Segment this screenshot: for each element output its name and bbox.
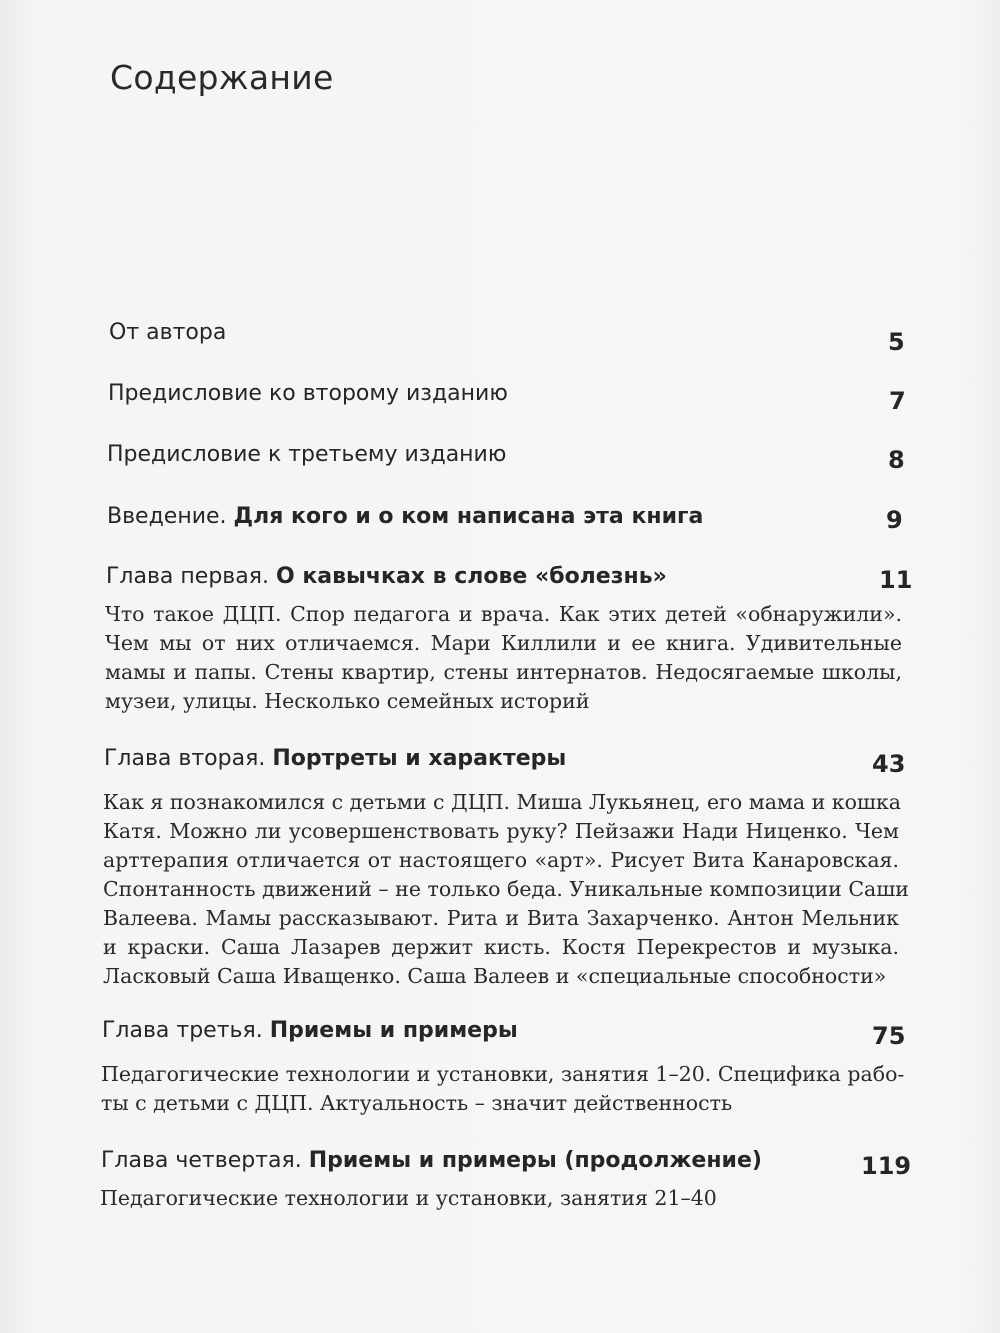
toc-entry-page: 75 [872,1022,906,1050]
toc-entry-label: От автора [109,320,227,345]
toc-entry-title: Приемы и примеры (продолжение) [308,1148,762,1173]
toc-entry-heading [107,442,506,467]
description-line: Как я познакомился с детьми с ДЦП. Миша Лукьянец, его мама и кошка [103,790,902,814]
toc-entry-page: 119 [861,1152,912,1180]
toc-entry-page: 5 [888,328,905,356]
description-line: ты с детьми с ДЦП. Актуальность – значит действенность [101,1091,733,1115]
toc-entry-heading [107,504,703,529]
description-line: Что такое ДЦП. Спор педагога и врача. Как этих детей «обнаружили». [105,602,902,626]
toc-entry-page: 8 [888,446,905,474]
toc-entry-label: Глава вторая. [104,746,273,771]
toc-entry-heading [101,1148,762,1173]
toc-entry-page: 11 [879,566,913,594]
toc-entry-title: Приемы и примеры [269,1018,518,1043]
toc-entry-heading [108,381,508,406]
toc-entry-description [101,1060,905,1118]
description-line: Педагогические технологии и установки, занятия 1–20. Специфика рабо- [101,1062,905,1086]
toc-entry-label: Предисловие ко второму изданию [108,381,508,406]
toc-entry-title: О кавычках в слове «болезнь» [275,564,667,589]
description-line: Валеева. Мамы рассказывают. Рита и Вита Захарченко. Антон Мельник [103,906,899,930]
toc-entry-title: Портреты и характеры [272,746,567,771]
toc-entry-page: 9 [886,506,903,534]
description-line: Чем мы от них отличаемся. Мари Киллили и ее книга. Удивительные [105,631,902,655]
description-line: Спонтанность движений – не только беда. Уникальные композиции Саши [103,877,909,901]
toc-entry-heading [106,564,667,589]
description-line: мамы и папы. Стены квартир, стены интернатов. Недосягаемые школы, [105,660,902,684]
toc-entry-heading [102,1018,518,1043]
toc-entry-description [100,1184,896,1213]
toc-entry-heading [109,320,226,345]
toc-entry-label: Предисловие к третьему изданию [107,442,507,467]
toc-entry-label: Глава третья. [102,1018,270,1043]
toc-entry-label: Глава четвертая. [101,1148,309,1173]
toc-entry-label: Глава первая. [106,564,276,589]
description-line: Ласковый Саша Иващенко. Саша Валеев и «специальные способности» [103,964,887,988]
toc-entry-heading [104,746,566,771]
description-line: Катя. Можно ли усовершенствовать руку? Пейзажи Нади Ниценко. Чем [103,819,899,843]
description-line: и краски. Саша Лазарев держит кисть. Костя Перекрестов и музыка. [103,935,899,959]
description-line: Педагогические технологии и установки, занятия 21–40 [100,1186,717,1210]
toc-entry-page: 43 [872,750,906,778]
toc-entry-description [105,600,902,716]
toc-entry-label: Введение. [107,504,234,529]
description-line: музеи, улицы. Несколько семейных историй [105,689,590,713]
description-line: арттерапия отличается от настоящего «арт». Рисует Вита Канаровская. [103,848,899,872]
toc-entry-title: Для кого и о ком написана эта книга [233,504,704,529]
toc-entry-description [103,788,909,991]
page-title: Содержание [110,58,334,97]
toc-entry-page: 7 [889,387,906,415]
